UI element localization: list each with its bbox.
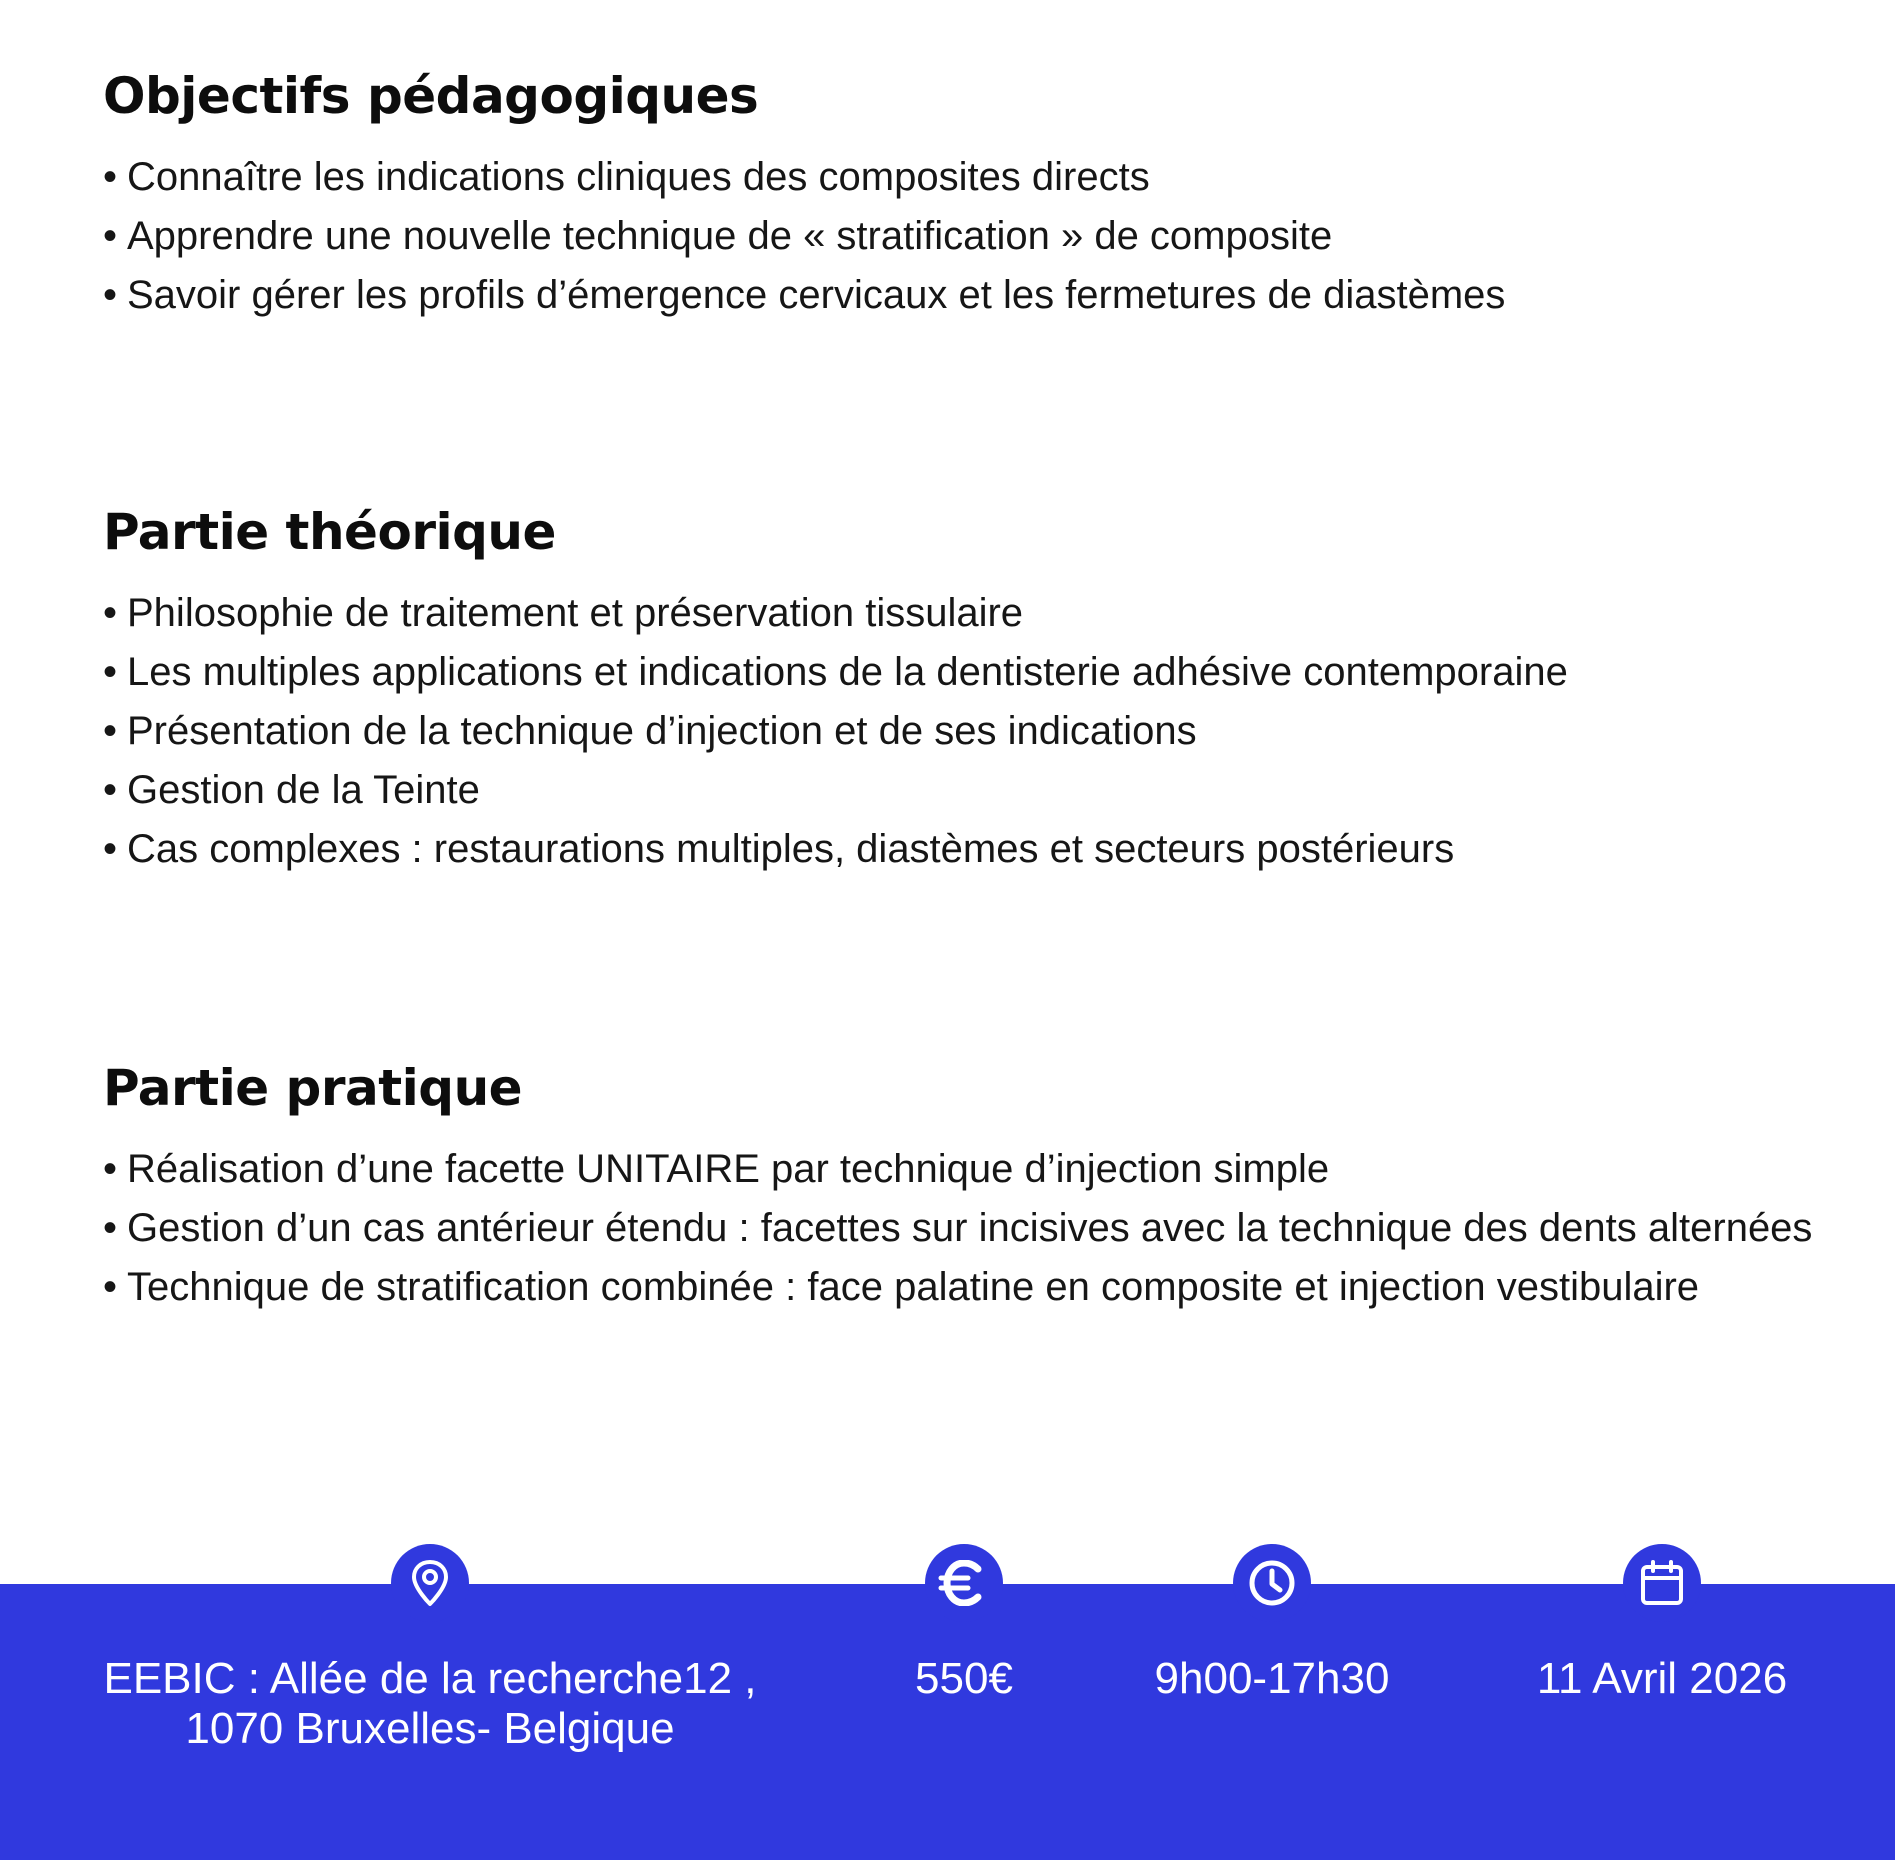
euro-icon	[925, 1544, 1003, 1622]
list-item	[103, 702, 1833, 761]
bullet-dot: •	[103, 768, 118, 812]
list-item-text: Gestion d’un cas antérieur étendu : facettes sur incisives avec la technique des dents alternées	[127, 1206, 1813, 1250]
list-item-text: Gestion de la Teinte	[127, 768, 480, 812]
section-title: Partie théorique	[103, 503, 556, 561]
list-item	[103, 1199, 1833, 1258]
list-item	[103, 761, 1833, 820]
date-text: 11 Avril 2026	[1536, 1654, 1788, 1703]
info-time	[1122, 1544, 1422, 1704]
price-text: 550€	[915, 1654, 1013, 1703]
info-price	[864, 1544, 1064, 1704]
bullet-list	[103, 148, 1833, 325]
list-item	[103, 266, 1833, 325]
location-pin-icon	[391, 1544, 469, 1622]
bullet-dot: •	[103, 827, 118, 871]
list-item-text: Savoir gérer les profils d’émergence cervicaux et les fermetures de diastèmes	[127, 273, 1506, 317]
list-item	[103, 1140, 1833, 1199]
location-line-2: 1070 Bruxelles- Belgique	[185, 1704, 675, 1753]
bullet-dot: •	[103, 214, 118, 258]
bullet-list	[103, 584, 1833, 879]
list-item	[103, 584, 1833, 643]
list-item	[103, 207, 1833, 266]
list-item-text: Technique de stratification combinée : face palatine en composite et injection vestibulaire	[127, 1265, 1700, 1309]
bullet-dot: •	[103, 1206, 118, 1250]
bullet-dot: •	[103, 591, 118, 635]
list-item	[103, 643, 1833, 702]
list-item-text: Connaître les indications cliniques des composites directs	[127, 155, 1150, 199]
list-item	[103, 820, 1833, 879]
location-text	[90, 1654, 770, 1754]
section-title: Objectifs pédagogiques	[103, 67, 759, 125]
section-theorique	[103, 502, 1833, 879]
section-pratique	[103, 1058, 1833, 1317]
list-item-text: Philosophie de traitement et préservation tissulaire	[127, 591, 1024, 635]
calendar-icon	[1623, 1544, 1701, 1622]
list-item-text: Cas complexes : restaurations multiples, diastèmes et secteurs postérieurs	[127, 827, 1455, 871]
list-item-text: Apprendre une nouvelle technique de « stratification » de composite	[127, 214, 1333, 258]
bullet-dot: •	[103, 709, 118, 753]
list-item-text: Réalisation d’une facette UNITAIRE par technique d’injection simple	[127, 1147, 1330, 1191]
section-title: Partie pratique	[103, 1059, 523, 1117]
bullet-dot: •	[103, 1147, 118, 1191]
list-item	[103, 148, 1833, 207]
list-item-text: Présentation de la technique d’injection et de ses indications	[127, 709, 1197, 753]
list-item-text: Les multiples applications et indications de la dentisterie adhésive contemporaine	[127, 650, 1568, 694]
bullet-dot: •	[103, 155, 118, 199]
info-date	[1502, 1544, 1822, 1704]
bullet-dot: •	[103, 1265, 118, 1309]
location-line-1: EEBIC : Allée de la recherche12 ,	[103, 1654, 757, 1703]
info-location	[90, 1544, 770, 1754]
bullet-dot: •	[103, 650, 118, 694]
bullet-dot: •	[103, 273, 118, 317]
bullet-list	[103, 1140, 1833, 1317]
section-objectifs	[103, 66, 1833, 325]
list-item	[103, 1258, 1833, 1317]
clock-icon	[1233, 1544, 1311, 1622]
time-text: 9h00-17h30	[1154, 1654, 1390, 1703]
